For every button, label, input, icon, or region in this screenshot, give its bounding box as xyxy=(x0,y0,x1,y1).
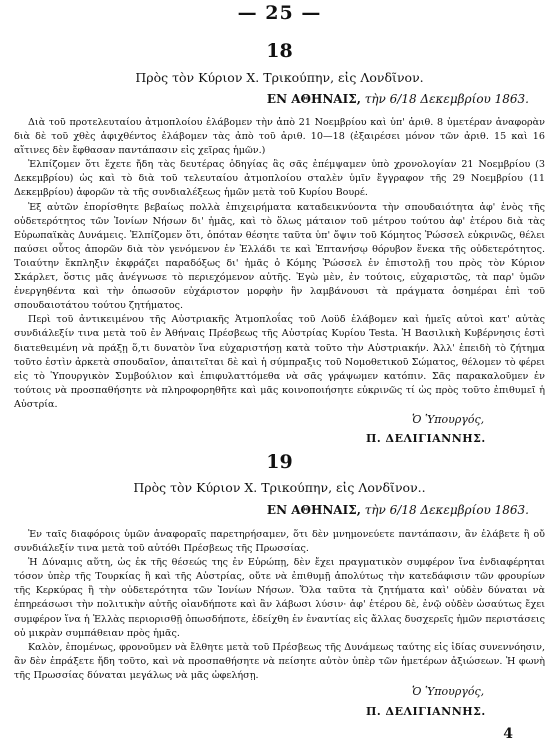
letter-body xyxy=(14,116,545,412)
letter-body xyxy=(14,528,545,683)
paragraph: Ἐλπίζομεν ὅτι ἔχετε ἤδη τὰς δευτέρας ὁδηγίας ἃς σᾶς ἐπέμψαμεν ὑπὸ χρονολογίαν 21 Νοεμβρίου (3 Δεκεμβρίου) ὡς καὶ τὸ διὰ τοῦ τελευταίου ἀτμοπλοίου σταλὲν ὑμῖν ἔγγραφον τῆς 29 Νοεμβρίου (11 Δεκεμβρίου) ἀφορῶν τὰ τῆς συνδιαλέξεως ἡμῶν μετὰ τοῦ Κυρίου Βουρέ. xyxy=(14,159,545,199)
paragraph: Διὰ τοῦ προτελευταίου ἀτμοπλοίου ἐλάβομεν τὴν ἀπὸ 21 Νοεμβρίου καὶ ὑπ' ἀριθ. 8 ὑμετέραν ἀναφορὰν διὰ δὲ τοῦ χθὲς ἀφιχθέντος ἐλάβομεν τὰς ἀπὸ τοῦ ἀριθ. 10—18 (ἐξαιρέσει μόνον τῶν ἀριθ. 15 καὶ 16 αἵτινες δὲν ἔφθασαν παντάπασιν εἰς χεῖρας ἡμῶν.) xyxy=(14,117,545,157)
letter-address: Πρὸς τὸν Κύριον Χ. Τρικούπην, εἰς Λονδῖνον. xyxy=(135,70,424,85)
paragraph: Ἡ Δύναμις αὕτη, ὡς ἐκ τῆς θέσεώς της ἐν Εὐρώπῃ, δὲν ἔχει πραγματικὸν συμφέρον ἵνα ἐνδιαφέρηται τόσον ὑπὲρ τῆς Τουρκίας ἢ καὶ τῆς Αὐστρίας, οὔτε νὰ ἐπιθυμῇ ἀπολύτως τὴν κατεδάφισιν τῶν φρουρίων τῆς Κερκύρας ἢ τὴν οὐδετερότητα τῶν Ἰονίων Νήσων. Ὅλα ταῦτα τὰ ζητήματα καὶ' οὐδὲν δύναται νὰ ἐπηρεάσωσι τὴν πολιτικὴν αὐτῆς οἱανδήποτε καὶ ἂν λάβωσι λύσιν· ἀφ' ἑτέρου δὲ, ἐνῷ οὐδὲν ὡσαύτως ἔχει συμφέρον ἵνα ἡ Ἑλλὰς περιορισθῇ ὁπωσδήποτε, ἐδείχθη ἐν ἐναντίας εἰς ἄλλας δυσχερεῖς ἡμῶν περιστάσεις οὐ μικρὰν συμπάθειαν πρὸς ἡμᾶς. xyxy=(14,557,545,639)
paragraph: Περὶ τοῦ ἀντικειμένου τῆς Αὐστριακῆς Ἀτμοπλοΐας τοῦ Λοϋδ ἐλάβομεν καὶ ἡμεῖς αὐτοὶ κατ' αὐτὰς συνδιάλεξίν τινα μετὰ τοῦ ἐν Ἀθήναις Πρέσβεως τῆς Αὐστρίας Κυρίου Testa. Ἡ Βασιλικὴ Κυβέρνησις ἐστὶ διατεθειμένη νὰ πράξῃ ὅ,τι δυνατὸν ἵνα εὐχαριστήσῃ κατὰ τοῦτο τὴν Αὐστριακήν. Ἀλλ' ἐπειδὴ τὸ ζήτημα τοῦτο ἐστὶν ἀρκετὰ σπουδαῖον, ἀπαιτεῖται δὲ καὶ ἡ σύμπραξις τοῦ Νομοθετικοῦ Σώματος, θέλομεν τὸ φέρει εἰς τὸ Ὑπουργικὸν Συμβούλιον καὶ ἐπιφυλαττόμεθα νὰ σᾶς γράψωμεν κατόπιν. Σᾶς παρακαλοῦμεν ἐν τούτοις νὰ προσπαθήσητε νὰ πληροφορηθῆτε καὶ μᾶς κοινοποιήσητε εὐκρινῶς τί ὡς πρὸς τοῦτο ἐπιθυμεῖ ἡ Αὐστρία. xyxy=(14,314,545,410)
signature-name: Π. ΔΕΛΙΓΙΑΝΝΗΣ. xyxy=(366,432,486,445)
signature-title: Ὁ Ὑπουργός, xyxy=(412,413,485,426)
letter-number: 18 xyxy=(266,40,293,62)
dateline-date: τὴν 6/18 Δεκεμβρίου 1863. xyxy=(364,92,529,106)
letter-dateline xyxy=(267,503,529,517)
paragraph: Ἐξ αὐτῶν ἐπορίσθητε βεβαίως πολλὰ ἐπιχειρήματα καταδεικνύοντα τὴν σπουδαιότητα ἀφ' ἑνὸς τῆς οὐδετερότητος τῶν Ἰονίων Νήσων δι' ἡμᾶς, καὶ τὸ ὅλως μάταιον τοῦ μέτρου τούτου ἀφ' ἑτέρου διὰ τὰς Εὐρωπαϊκὰς Δυνάμεις. Ἐλπίζομεν ὅτι, ὁπόταν θέσητε ταῦτα ὑπ' ὄψιν τοῦ Κόμητος Ῥώσσελ εὐκρινῶς, θέλει παύσει οὗτος ἀπορῶν διὰ τὸν γενόμενον ἐν Ἑλλάδι τε καὶ Ἑπτανήσῳ θόρυβον ἕνεκα τῆς οὐδετερότητος. Τοιαύτην ἔκπληξιν ἐκφράζει παραδόξως δι' ἡμᾶς ὁ Κόμης Ῥώσσελ ἐν ἐπιστολῇ του πρὸς τὸν Κύριον Σκάρλετ, ὅστις μᾶς ἀνέγνωσε τὸ περιεχόμενον αὐτῆς. Ἐγὼ μὲν, ἐν τούτοις, εὐχαριστῶς, τὰ παρ' ὑμῶν ἐνεργηθέντα καὶ τὴν ὁπωσοῦν εὐχάριστον μορφὴν ἣν λαμβάνουσι τὰ πράγματα ὁσημέραι ἐπὶ τοῦ σπουδαιοτάτου τούτου ζητήματος. xyxy=(14,201,545,312)
dateline-place: ΕΝ ΑΘΗΝΑΙΣ, xyxy=(266,503,361,517)
signature-title: Ὁ Ὑπουργός, xyxy=(412,685,485,698)
signature-name: Π. ΔΕΛΙΓΙΑΝΝΗΣ. xyxy=(366,705,486,718)
page-number: — 25 — xyxy=(237,2,322,24)
letter-address: Πρὸς τὸν Κύριον Χ. Τρικούπην, εἰς Λονδῖνον.. xyxy=(133,480,426,495)
paragraph: Καλὸν, ἐπομένως, φρονοῦμεν νὰ ἔλθητε μετὰ τοῦ Πρέσβεως τῆς Δυνάμεως ταύτης εἰς ἰδίας συνεννόησιν, ἂν δὲν ἐπράξετε ἤδη τοῦτο, καὶ νὰ προσπαθήσητε νὰ πείσητε αὐτὸν ὑπὲρ τῶν ἡμετέρων ἀξιώσεων. Ἡ φωνὴ τῆς Πρωσσίας δύναται μεγάλως νὰ μᾶς ὠφελήσῃ. xyxy=(14,641,545,681)
paragraph: Ἐν ταῖς διαφόροις ὑμῶν ἀναφοραῖς παρετηρήσαμεν, ὅτι δὲν μνημονεύετε παντάπασιν, ἂν ἐλάβετε ἢ οὔ συνδιάλεξίν τινα μετὰ τοῦ αὐτόθι Πρέσβεως τῆς Πρωσσίας. xyxy=(14,529,545,555)
letter-dateline xyxy=(267,92,529,106)
dateline-date: τὴν 6/18 Δεκεμβρίου 1863. xyxy=(364,503,529,517)
letter-number: 19 xyxy=(266,451,293,473)
footer-number: 4 xyxy=(503,726,513,742)
dateline-place: ΕΝ ΑΘΗΝΑΙΣ, xyxy=(266,92,361,106)
